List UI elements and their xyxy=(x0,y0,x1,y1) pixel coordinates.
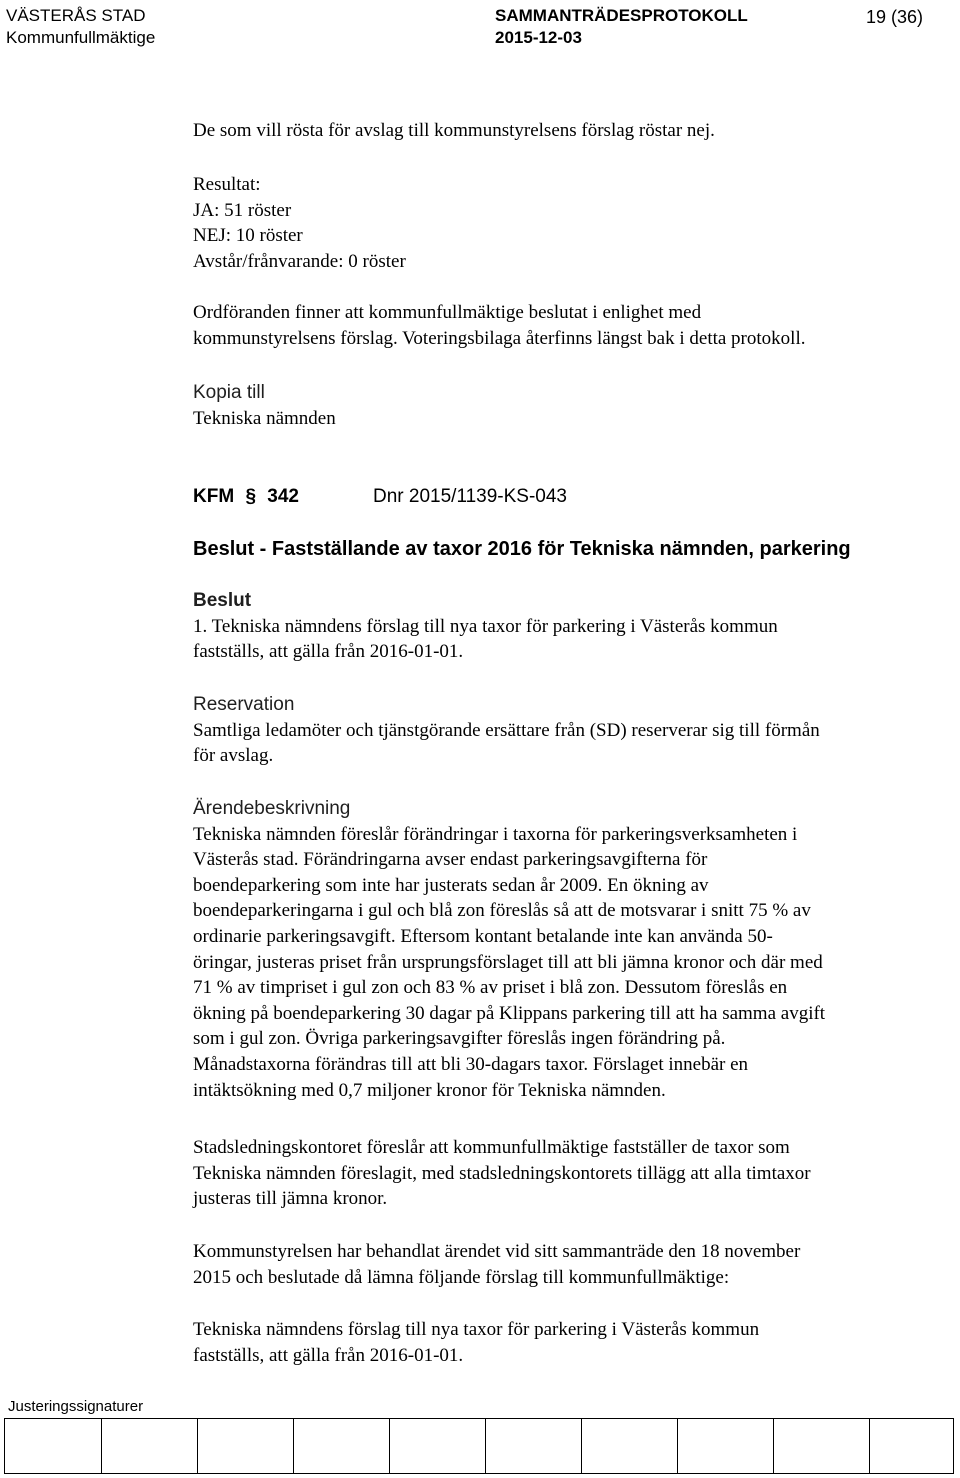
paragraph-line: Tekniska nämnden föreslår förändringar i taxorna för parkeringsverksamheten i xyxy=(193,823,798,845)
signature-cell xyxy=(101,1419,198,1473)
paragraph-line: Västerås stad. Förändringarna avser endast parkeringsavgifterna för xyxy=(193,849,708,871)
paragraph-line: boendeparkeringarna i gul och blå zon föreslås så att de motsvarar i snitt 75 % av xyxy=(193,900,811,922)
paragraph-line: 71 % av timpriset i gul zon och 83 % av priset i blå zon. Dessutom föreslås en xyxy=(193,977,788,999)
dnr: Dnr 2015/1139-KS-043 xyxy=(373,486,567,507)
copy-section xyxy=(193,380,953,431)
vote-intro xyxy=(193,118,953,144)
paragraph-line: kommunstyrelsens förslag. Voteringsbilaga återfinns längst bak i detta protokoll. xyxy=(193,327,806,349)
copy-recipient: Tekniska nämnden xyxy=(193,407,336,429)
section-symbol: § xyxy=(245,486,257,507)
signature-cell xyxy=(389,1419,486,1473)
header-org: VÄSTERÅS STAD xyxy=(6,6,146,25)
signature-cell xyxy=(197,1419,294,1473)
header-body: Kommunfullmäktige xyxy=(6,28,156,47)
paragraph-line: öringar, justeras priset från ursprungsförslaget till att bli jämna kronor och där med xyxy=(193,951,823,973)
vote-result-label: Resultat: xyxy=(193,174,261,195)
kfm-label: KFM xyxy=(193,486,235,507)
page-number: 19 (36) xyxy=(866,7,924,27)
paragraph-line: ordinarie parkeringsavgift. Eftersom kontant betalande inte kan använda 50- xyxy=(193,925,773,947)
paragraph-line: Månadstaxorna förändras till att bli 30-dagars taxor. Förslaget innebär en xyxy=(193,1053,749,1075)
paragraph-line: Kommunstyrelsen har behandlat ärendet vid sitt sammanträde den 18 november xyxy=(193,1241,801,1262)
paragraph-line: 1. Tekniska nämndens förslag till nya taxor för parkering i Västerås kommun xyxy=(193,615,778,637)
header-doc-type: SAMMANTRÄDESPROTOKOLL xyxy=(495,6,748,25)
paragraph-line: boendeparkering som inte har justerats sedan år 2009. En ökning av xyxy=(193,874,709,896)
paragraph-line: fastställs, att gälla från 2016-01-01. xyxy=(193,1344,464,1366)
paragraph-line: Ordföranden finner att kommunfullmäktige beslutat i enlighet med xyxy=(193,302,702,323)
paragraph-line: Tekniska nämnden föreslagit, med stadsledningskontorets tillägg att alla timtaxor xyxy=(193,1162,811,1184)
signature-cell xyxy=(581,1419,678,1473)
vote-intro-text: De som vill rösta för avslag till kommunstyrelsens förslag röstar nej. xyxy=(193,120,715,141)
kfm-number: 342 xyxy=(267,486,299,507)
paragraph-line: 2015 och beslutade då lämna följande förslag till kommunfullmäktige: xyxy=(193,1266,730,1288)
decision-heading: Beslut xyxy=(193,590,252,611)
office-paragraph xyxy=(193,1135,953,1212)
board-paragraph xyxy=(193,1239,953,1290)
case-reference xyxy=(193,485,567,509)
paragraph-line: för avslag. xyxy=(193,745,274,767)
signature-box xyxy=(4,1418,954,1474)
case-title: Beslut - Fastställande av taxor 2016 för Tekniska nämnden, parkering xyxy=(193,538,851,560)
signature-cell xyxy=(293,1419,390,1473)
paragraph-line: fastställs, att gälla från 2016-01-01. xyxy=(193,641,464,663)
signature-cell xyxy=(5,1419,102,1473)
reservation-section xyxy=(193,692,953,769)
proposal-paragraph xyxy=(193,1317,953,1368)
decision-section xyxy=(193,588,953,665)
vote-nej: NEJ: 10 röster xyxy=(193,225,303,247)
reservation-heading: Reservation xyxy=(193,694,295,715)
signature-cell xyxy=(677,1419,774,1473)
paragraph-line: som i gul zon. Övriga parkeringsavgifter föreslås ingen förändring på. xyxy=(193,1028,726,1050)
vote-avstar: Avstår/frånvarande: 0 röster xyxy=(193,250,406,272)
paragraph-line: Samtliga ledamöter och tjänstgörande ersättare från (SD) reserverar sig till förmån xyxy=(193,719,820,741)
description-section xyxy=(193,796,953,1103)
copy-heading: Kopia till xyxy=(193,382,265,403)
description-heading: Ärendebeskrivning xyxy=(193,798,351,819)
header-left xyxy=(6,5,155,49)
signatures-label: Justeringssignaturer xyxy=(8,1398,144,1415)
vote-result xyxy=(193,172,953,274)
paragraph-line: Stadsledningskontoret föreslår att kommunfullmäktige fastställer de taxor som xyxy=(193,1137,790,1158)
paragraph-line: Tekniska nämndens förslag till nya taxor för parkering i Västerås kommun xyxy=(193,1319,760,1340)
vote-conclusion xyxy=(193,300,953,351)
signature-cell xyxy=(773,1419,870,1473)
header-date: 2015-12-03 xyxy=(495,28,582,47)
paragraph-line: ökning på boendeparkering 30 dagar på Klippans parkering till att ha samma avgift xyxy=(193,1002,826,1024)
paragraph-line: justeras till jämna kronor. xyxy=(193,1188,388,1210)
paragraph-line: intäktsökning med 0,7 miljoner kronor för Tekniska nämnden. xyxy=(193,1079,666,1101)
signature-cell xyxy=(485,1419,582,1473)
vote-ja: JA: 51 röster xyxy=(193,199,292,221)
header-center xyxy=(495,5,748,49)
